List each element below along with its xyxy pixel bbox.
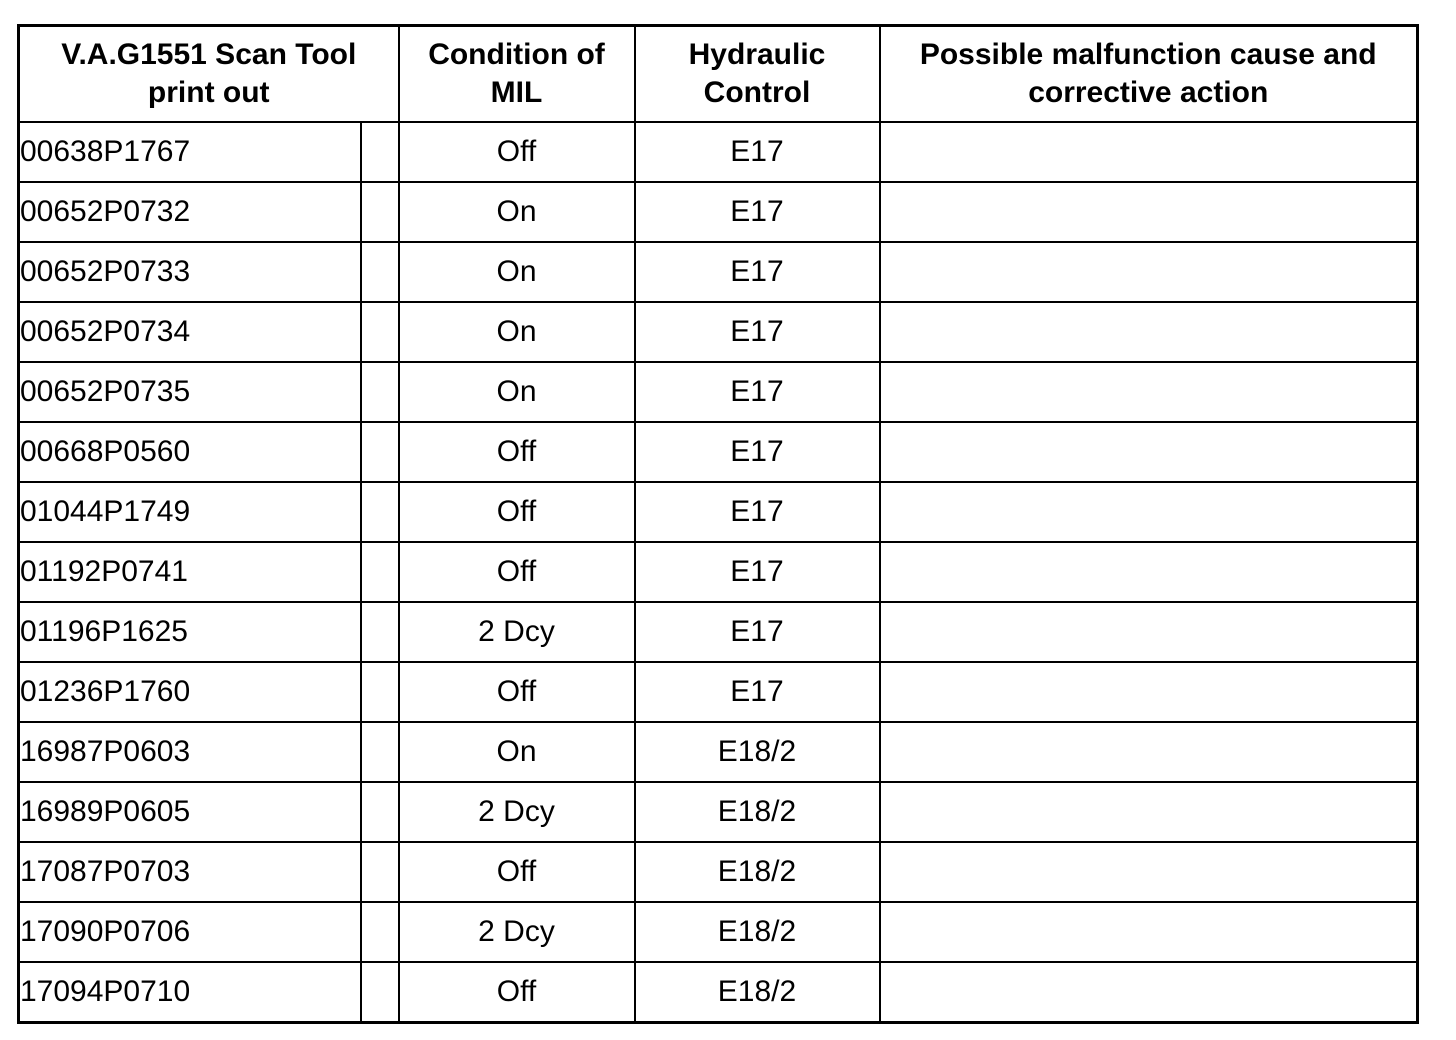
cell-mil-condition: On xyxy=(399,182,635,242)
cell-hydraulic-control: E17 xyxy=(635,362,880,422)
table-row xyxy=(19,362,1418,422)
table-row xyxy=(19,242,1418,302)
table-row xyxy=(19,302,1418,362)
cell-spacer xyxy=(361,662,399,722)
cell-spacer xyxy=(361,722,399,782)
cell-mil-condition: 2 Dcy xyxy=(399,782,635,842)
cell-hydraulic-control: E17 xyxy=(635,422,880,482)
cell-malfunction-cause xyxy=(880,842,1418,902)
cell-hydraulic-control: E18/2 xyxy=(635,842,880,902)
cell-malfunction-cause xyxy=(880,962,1418,1023)
cell-mil-condition: 2 Dcy xyxy=(399,902,635,962)
cell-spacer xyxy=(361,482,399,542)
cell-spacer xyxy=(361,962,399,1023)
cell-spacer xyxy=(361,602,399,662)
cell-spacer xyxy=(361,182,399,242)
table-row xyxy=(19,422,1418,482)
cell-hydraulic-control: E17 xyxy=(635,542,880,602)
cell-hydraulic-control: E17 xyxy=(635,302,880,362)
cell-hydraulic-control: E17 xyxy=(635,482,880,542)
cell-malfunction-cause xyxy=(880,482,1418,542)
cell-malfunction-cause xyxy=(880,782,1418,842)
cell-mil-condition: Off xyxy=(399,962,635,1023)
cell-fault-code: 00652P0735 xyxy=(19,362,361,422)
cell-mil-condition: Off xyxy=(399,482,635,542)
cell-spacer xyxy=(361,302,399,362)
table-row xyxy=(19,962,1418,1023)
cell-malfunction-cause xyxy=(880,722,1418,782)
table-row xyxy=(19,782,1418,842)
cell-malfunction-cause xyxy=(880,902,1418,962)
cell-fault-code: 16989P0605 xyxy=(19,782,361,842)
cell-mil-condition: Off xyxy=(399,122,635,182)
cell-spacer xyxy=(361,242,399,302)
cell-fault-code: 00652P0734 xyxy=(19,302,361,362)
cell-fault-code: 00652P0732 xyxy=(19,182,361,242)
cell-mil-condition: On xyxy=(399,302,635,362)
cell-hydraulic-control: E18/2 xyxy=(635,962,880,1023)
cell-fault-code: 01196P1625 xyxy=(19,602,361,662)
cell-spacer xyxy=(361,782,399,842)
cell-hydraulic-control: E17 xyxy=(635,662,880,722)
cell-hydraulic-control: E18/2 xyxy=(635,722,880,782)
cell-hydraulic-control: E17 xyxy=(635,182,880,242)
cell-fault-code: 00638P1767 xyxy=(19,122,361,182)
cell-spacer xyxy=(361,422,399,482)
table-row xyxy=(19,662,1418,722)
cell-hydraulic-control: E17 xyxy=(635,242,880,302)
cell-fault-code: 17094P0710 xyxy=(19,962,361,1023)
table-row xyxy=(19,542,1418,602)
table-row xyxy=(19,602,1418,662)
cell-hydraulic-control: E17 xyxy=(635,122,880,182)
cell-hydraulic-control: E17 xyxy=(635,602,880,662)
cell-fault-code: 17087P0703 xyxy=(19,842,361,902)
table-row xyxy=(19,482,1418,542)
table-row xyxy=(19,842,1418,902)
cell-fault-code: 00652P0733 xyxy=(19,242,361,302)
cell-malfunction-cause xyxy=(880,182,1418,242)
cell-mil-condition: Off xyxy=(399,422,635,482)
table-row xyxy=(19,182,1418,242)
cell-malfunction-cause xyxy=(880,242,1418,302)
cell-mil-condition: Off xyxy=(399,842,635,902)
cell-fault-code: 01192P0741 xyxy=(19,542,361,602)
header-malfunction-cause: Possible malfunction cause and corrective action xyxy=(880,26,1418,123)
cell-spacer xyxy=(361,362,399,422)
table-row xyxy=(19,902,1418,962)
header-scan-tool: V.A.G1551 Scan Tool print out xyxy=(19,26,399,123)
header-hydraulic-control: Hydraulic Control xyxy=(635,26,880,123)
cell-hydraulic-control: E18/2 xyxy=(635,782,880,842)
cell-fault-code: 00668P0560 xyxy=(19,422,361,482)
cell-malfunction-cause xyxy=(880,542,1418,602)
cell-mil-condition: On xyxy=(399,722,635,782)
dtc-table xyxy=(17,24,1419,1024)
cell-spacer xyxy=(361,902,399,962)
cell-malfunction-cause xyxy=(880,422,1418,482)
table-row xyxy=(19,122,1418,182)
cell-mil-condition: Off xyxy=(399,662,635,722)
cell-mil-condition: On xyxy=(399,242,635,302)
cell-malfunction-cause xyxy=(880,122,1418,182)
header-mil-condition: Condition of MIL xyxy=(399,26,635,123)
cell-fault-code: 01236P1760 xyxy=(19,662,361,722)
cell-spacer xyxy=(361,842,399,902)
cell-mil-condition: On xyxy=(399,362,635,422)
cell-mil-condition: 2 Dcy xyxy=(399,602,635,662)
table-row xyxy=(19,722,1418,782)
table-header-row xyxy=(19,26,1418,123)
cell-fault-code: 16987P0603 xyxy=(19,722,361,782)
cell-malfunction-cause xyxy=(880,362,1418,422)
cell-malfunction-cause xyxy=(880,662,1418,722)
cell-spacer xyxy=(361,542,399,602)
cell-hydraulic-control: E18/2 xyxy=(635,902,880,962)
cell-malfunction-cause xyxy=(880,302,1418,362)
cell-malfunction-cause xyxy=(880,602,1418,662)
cell-fault-code: 17090P0706 xyxy=(19,902,361,962)
cell-spacer xyxy=(361,122,399,182)
cell-fault-code: 01044P1749 xyxy=(19,482,361,542)
cell-mil-condition: Off xyxy=(399,542,635,602)
table-body xyxy=(19,122,1418,1023)
